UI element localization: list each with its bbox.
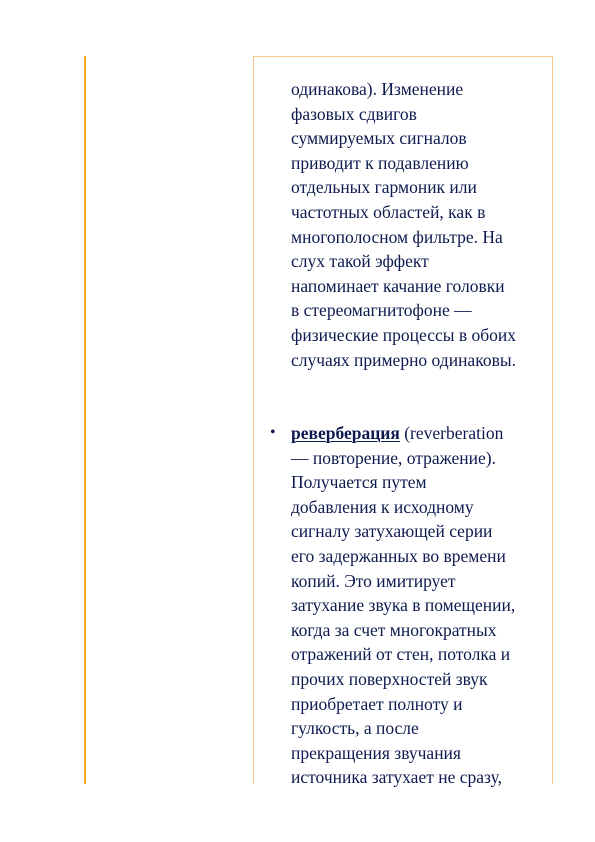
bullet-marker-icon: • — [270, 424, 276, 441]
bullet-term: реверберация — [291, 423, 400, 443]
bullet-description: (reverberation — повторение, отражение). Получается путем добавления к исходному сигналу затухающей серии его задержанных во времени копий. Это имитирует затухание звука в помещении, когда за счет многократных отражений от стен, потолка и прочих поверхностей звук приобретает полноту и гулкость, а после прекращения звучания источника затухает не сразу, — [291, 423, 516, 788]
intro-paragraph: одинакова). Изменение фазовых сдвигов суммируемых сигналов приводит к подавлению отдельных гармоник или частотных областей, как в многополосном фильтре. На слух такой эффект напоминает качание головки в стереомагнитофоне — физические процессы в обоих случаях примерно одинаковы. — [291, 79, 517, 370]
left-margin-rule — [84, 56, 86, 784]
bullet-text — [291, 421, 553, 790]
